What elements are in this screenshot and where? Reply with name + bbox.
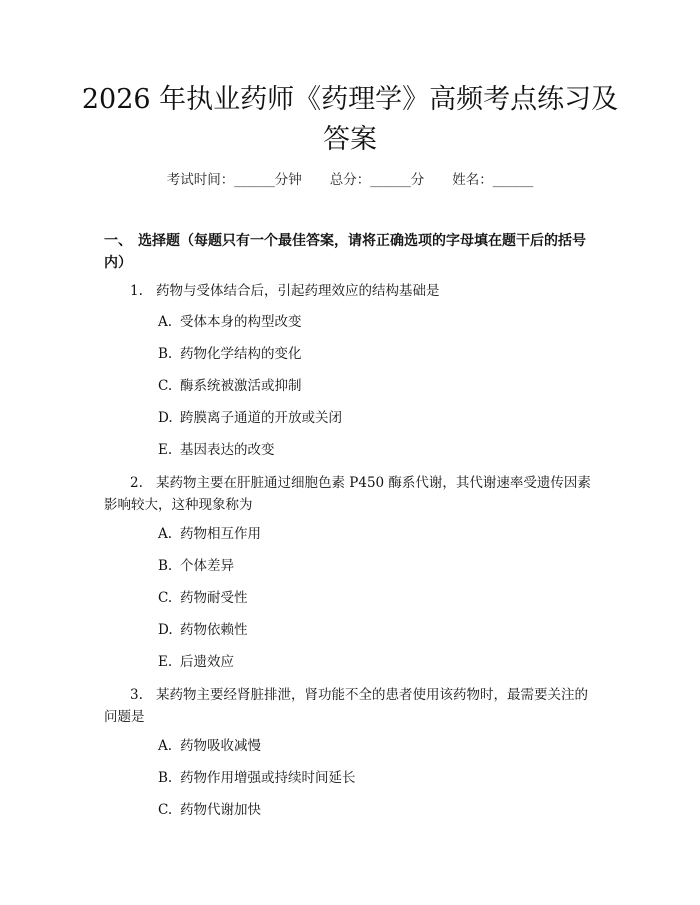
title-line-1: 2026 年执业药师《药理学》高频考点练习及 xyxy=(81,84,619,115)
option-letter: C. xyxy=(158,590,173,606)
option-letter: C. xyxy=(158,378,173,394)
page-title xyxy=(60,80,640,160)
option-text: 个体差异 xyxy=(180,558,234,574)
option-letter: A. xyxy=(158,314,173,330)
question-number: 1. xyxy=(130,283,143,299)
exam-time-field: 考试时间：______分钟 xyxy=(166,172,302,188)
title-line-2: 答案 xyxy=(323,124,377,155)
option-text: 药物代谢加快 xyxy=(180,802,261,818)
option-letter: A. xyxy=(158,738,173,754)
option-text: 药物化学结构的变化 xyxy=(180,346,302,362)
option-item xyxy=(158,408,598,428)
option-text: 跨膜离子通道的开放或关闭 xyxy=(180,410,342,426)
question-stem xyxy=(104,684,594,728)
section-heading xyxy=(104,230,594,274)
option-item xyxy=(158,620,598,640)
option-item xyxy=(158,736,598,756)
option-text: 基因表达的改变 xyxy=(180,442,275,458)
option-letter: C. xyxy=(158,802,173,818)
option-letter: B. xyxy=(158,558,173,574)
option-text: 药物依赖性 xyxy=(180,622,248,638)
section-text: 选择题（每题只有一个最佳答案，请将正确选项的字母填在题干后的括号内） xyxy=(104,233,586,271)
option-text: 药物作用增强或持续时间延长 xyxy=(180,770,356,786)
question-text: 某药物主要在肝脏通过细胞色素 P450 酶系代谢，其代谢速率受遗传因素影响较大，这种现象称为 xyxy=(104,475,591,513)
option-letter: E. xyxy=(158,654,173,670)
option-letter: E. xyxy=(158,442,173,458)
question-text: 某药物主要经肾脏排泄，肾功能不全的患者使用该药物时，最需要关注的问题是 xyxy=(104,687,588,725)
name-field: 姓名：______ xyxy=(452,172,534,188)
option-item xyxy=(158,588,598,608)
option-item xyxy=(158,652,598,672)
question-number: 2. xyxy=(130,475,143,491)
option-item xyxy=(158,800,598,820)
option-item xyxy=(158,768,598,788)
question-number: 3. xyxy=(130,687,143,703)
option-text: 后遗效应 xyxy=(180,654,234,670)
option-text: 受体本身的构型改变 xyxy=(180,314,302,330)
option-letter: B. xyxy=(158,770,173,786)
option-text: 药物吸收减慢 xyxy=(180,738,261,754)
question-stem xyxy=(104,280,594,302)
option-letter: A. xyxy=(158,526,173,542)
option-item xyxy=(158,376,598,396)
option-letter: D. xyxy=(158,622,173,638)
question-text: 药物与受体结合后，引起药理效应的结构基础是 xyxy=(156,283,440,299)
option-letter: D. xyxy=(158,410,173,426)
option-item xyxy=(158,440,598,460)
option-item xyxy=(158,344,598,364)
option-text: 药物相互作用 xyxy=(180,526,261,542)
option-text: 药物耐受性 xyxy=(180,590,248,606)
option-item xyxy=(158,524,598,544)
option-item xyxy=(158,556,598,576)
exam-info-line xyxy=(0,168,700,188)
option-letter: B. xyxy=(158,346,173,362)
option-text: 酶系统被激活或抑制 xyxy=(180,378,302,394)
section-number: 一、 xyxy=(104,233,132,249)
total-score-field: 总分：______分 xyxy=(329,172,425,188)
question-stem xyxy=(104,472,594,516)
option-item xyxy=(158,312,598,332)
